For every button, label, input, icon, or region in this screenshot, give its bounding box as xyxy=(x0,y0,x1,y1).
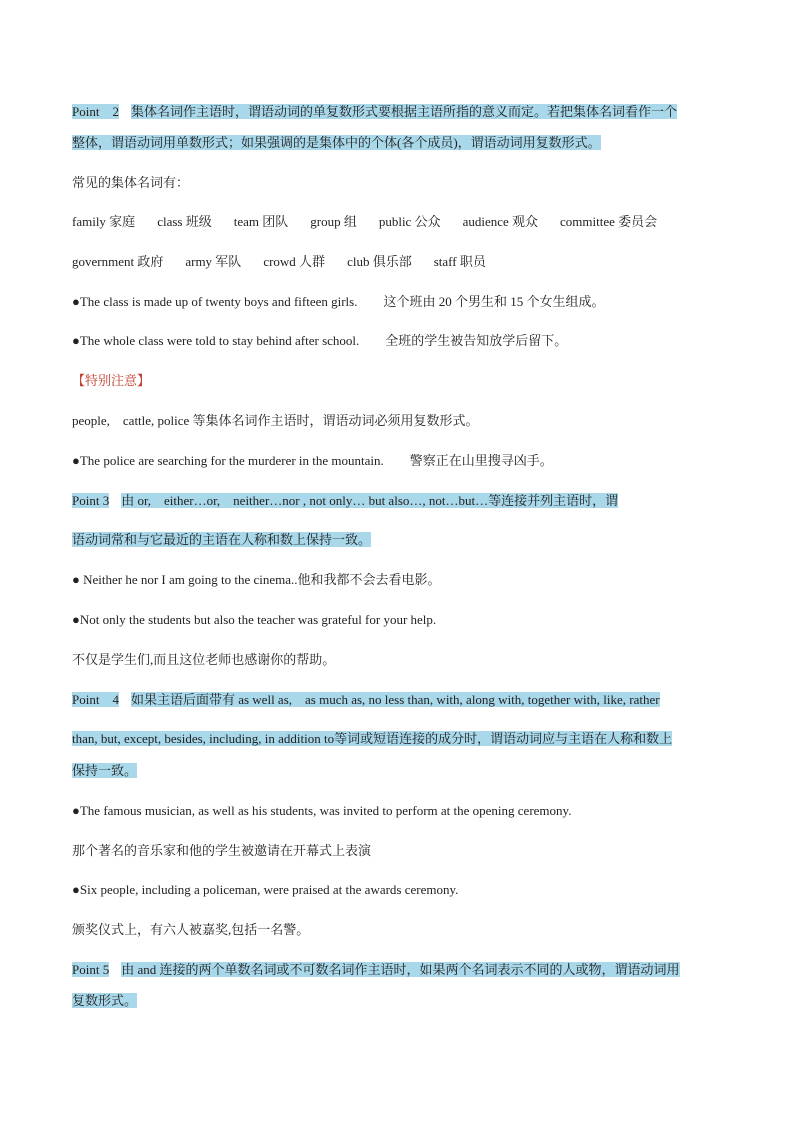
term: government 政府 xyxy=(72,254,164,269)
example-3 xyxy=(72,451,553,471)
term: club 俱乐部 xyxy=(347,254,412,269)
example-2-en: ●The whole class were told to stay behind after school. xyxy=(72,333,360,348)
point4-text-line2b: 等词或短语连接的成分时，谓语动词应与主语在人称和数上 xyxy=(334,731,673,746)
point5-text-line1: 由 and 连接的两个单数名词或不可数名词作主语时，如果两个名词表示不同的人或物，谓语动词用 xyxy=(121,962,680,977)
term: public 公众 xyxy=(378,214,441,229)
collective-nouns-row1 xyxy=(72,212,679,232)
point3-line1 xyxy=(72,491,618,511)
example-5-en: ●Not only the students but also the teacher was grateful for your help. xyxy=(72,612,437,627)
point5-label: Point 5 xyxy=(72,962,110,977)
term: family 家庭 xyxy=(72,214,136,229)
point5-text-line2: 复数形式。 xyxy=(72,993,138,1008)
point5-line2 xyxy=(72,991,137,1011)
term: staff 职员 xyxy=(433,254,486,269)
point4-line1 xyxy=(72,690,660,710)
example-2-cn: 全班的学生被告知放学后留下。 xyxy=(385,333,568,348)
term: audience 观众 xyxy=(462,214,539,229)
example-4: ● Neither he nor I am going to the cinema..他和我都不会去看电影。 xyxy=(72,572,441,587)
example-7-en: ●Six people, including a policeman, were praised at the awards ceremony. xyxy=(72,882,459,897)
point4-label: Point 4 xyxy=(72,692,119,707)
example-5-cn: 不仅是学生们,而且这位老师也感谢你的帮助。 xyxy=(72,652,336,667)
point2-line2 xyxy=(72,133,601,153)
term: army 军队 xyxy=(185,254,242,269)
term: committee 委员会 xyxy=(560,214,658,229)
example-6-cn: 那个著名的音乐家和他的学生被邀请在开幕式上表演 xyxy=(72,843,372,858)
example-1-en: ●The class is made up of twenty boys and fifteen girls. xyxy=(72,294,358,309)
term: class 班级 xyxy=(157,214,212,229)
example-3-en: ●The police are searching for the murderer in the mountain. xyxy=(72,453,384,468)
example-1 xyxy=(72,292,605,312)
common-nouns-heading: 常见的集体名词有： xyxy=(72,175,190,190)
point3-text-line2: 语动词常和与它最近的主语在人称和数上保持一致。 xyxy=(72,532,372,547)
point4-line3 xyxy=(72,761,137,781)
special-note-text: people, cattle, police 等集体名词作主语时，谓语动词必须用复数形式。 xyxy=(72,413,479,428)
term: crowd 人群 xyxy=(263,254,326,269)
point4-text-line3: 保持一致。 xyxy=(72,763,138,778)
example-3-cn: 警察正在山里搜寻凶手。 xyxy=(409,453,553,468)
example-2 xyxy=(72,331,567,351)
point3-line2 xyxy=(72,530,371,550)
point3-label: Point 3 xyxy=(72,493,110,508)
point4-line2 xyxy=(72,729,672,749)
example-7-cn: 颁奖仪式上，有六人被嘉奖,包括一名警。 xyxy=(72,922,310,937)
point2-line1 xyxy=(72,102,677,122)
point3-text-line1: 由 or, either…or, neither…nor , not only… but also…, not…but…等连接并列主语时，谓 xyxy=(121,493,619,508)
term: group 组 xyxy=(310,214,357,229)
example-6-en: ●The famous musician, as well as his students, was invited to perform at the opening ceremony. xyxy=(72,803,572,818)
point2-text-line1: 集体名词作主语时，谓语动词的单复数形式要根据主语所指的意义而定。若把集体名词看作一个 xyxy=(130,104,677,119)
special-note-label: 【特别注意】 xyxy=(72,373,151,388)
collective-nouns-row2 xyxy=(72,252,508,272)
example-1-cn: 这个班由 20 个男生和 15 个女生组成。 xyxy=(383,294,605,309)
point2-label: Point 2 xyxy=(72,104,119,119)
term: team 团队 xyxy=(233,214,289,229)
point2-text-line2: 整体，谓语动词用单数形式；如果强调的是集体中的个体(各个成员)，谓语动词用复数形式。 xyxy=(72,135,601,150)
point5-line1 xyxy=(72,960,680,980)
point4-text-line1: 如果主语后面带有 as well as, as much as, no less than, with, along with, together with, like, rather xyxy=(130,692,660,707)
point4-text-line2a: than, but, except, besides, including, in addition to xyxy=(72,731,335,746)
